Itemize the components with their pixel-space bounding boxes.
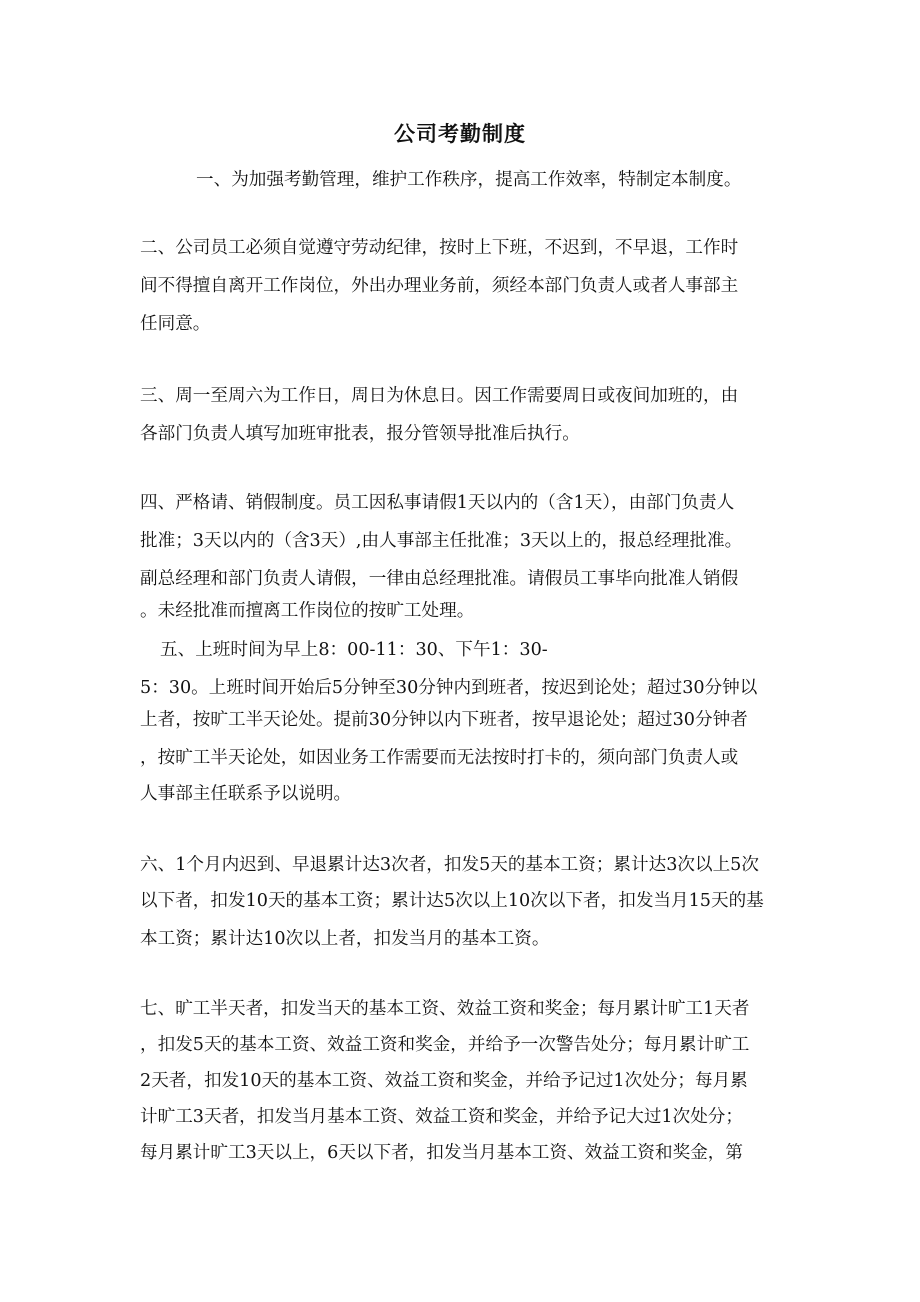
paragraph-5-line-1: 五、上班时间为早上8：00-11：30、下午1：30- (160, 640, 548, 660)
paragraph-3-line-1: 三、周一至周六为工作日，周日为休息日。因工作需要周日或夜间加班的，由 (140, 386, 739, 406)
paragraph-7-line-3: 2天者，扣发10天的基本工资、效益工资和奖金，并给予记过1次处分；每月累 (140, 1071, 748, 1091)
document-title: 公司考勤制度 (394, 122, 526, 146)
paragraph-5-line-3: 上者，按旷工半天论处。提前30分钟以内下班者，按早退论处；超过30分钟者 (140, 710, 748, 730)
paragraph-1-line-1: 一、为加强考勤管理，维护工作秩序，提高工作效率，特制定本制度。 (196, 170, 742, 190)
paragraph-4-line-4: 。未经批准而擅离工作岗位的按旷工处理。 (140, 601, 475, 621)
paragraph-5-line-4: ，按旷工半天论处，如因业务工作需要而无法按时打卡的，须向部门负责人或 (140, 748, 739, 768)
paragraph-4-line-3: 副总经理和部门负责人请假，一律由总经理批准。请假员工事毕向批准人销假 (140, 569, 739, 589)
paragraph-2-line-1: 二、公司员工必须自觉遵守劳动纪律，按时上下班，不迟到，不早退，工作时 (140, 238, 739, 258)
paragraph-4-line-1: 四、严格请、销假制度。员工因私事请假1天以内的（含1天），由部门负责人 (140, 493, 735, 513)
paragraph-6-line-2: 以下者，扣发10天的基本工资；累计达5次以上10次以下者，扣发当月15天的基 (140, 891, 764, 911)
paragraph-7-line-1: 七、旷工半天者，扣发当天的基本工资、效益工资和奖金；每月累计旷工1天者 (140, 999, 750, 1019)
paragraph-5-line-2: 5：30。上班时间开始后5分钟至30分钟内到班者，按迟到论处；超过30分钟以 (140, 678, 758, 698)
paragraph-7-line-2: ，扣发5天的基本工资、效益工资和奖金，并给予一次警告处分；每月累计旷工 (140, 1035, 750, 1055)
paragraph-6-line-1: 六、1个月内迟到、早退累计达3次者，扣发5天的基本工资；累计达3次以上5次 (140, 855, 759, 875)
paragraph-3-line-2: 各部门负责人填写加班审批表，报分管领导批准后执行。 (140, 424, 580, 444)
paragraph-2-line-3: 任同意。 (140, 314, 211, 334)
paragraph-5-line-5: 人事部主任联系予以说明。 (140, 784, 352, 804)
paragraph-6-line-3: 本工资；累计达10次以上者，扣发当月的基本工资。 (140, 929, 550, 949)
paragraph-7-line-5: 每月累计旷工3天以上，6天以下者，扣发当月基本工资、效益工资和奖金，第 (140, 1143, 743, 1163)
paragraph-2-line-2: 间不得擅自离开工作岗位，外出办理业务前，须经本部门负责人或者人事部主 (140, 276, 739, 296)
paragraph-7-line-4: 计旷工3天者，扣发当月基本工资、效益工资和奖金，并给予记大过1次处分； (140, 1107, 743, 1127)
paragraph-4-line-2: 批准；3天以内的（含3天）,由人事部主任批准；3天以上的，报总经理批准。 (140, 531, 743, 551)
